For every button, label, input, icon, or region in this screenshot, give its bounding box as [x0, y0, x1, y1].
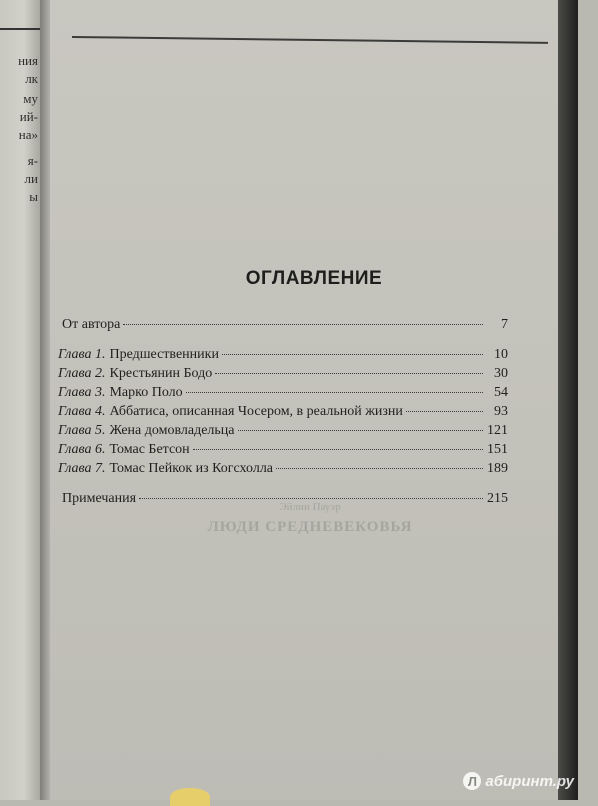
left-page-fragment: ли — [24, 171, 38, 186]
header-rule — [72, 36, 548, 44]
left-page-fragment: ния — [18, 53, 38, 68]
labirint-watermark — [463, 772, 574, 790]
toc-entry-page: 121 — [487, 423, 508, 438]
show-through-author: Эйлин Пауэр — [279, 501, 341, 513]
labirint-logo-icon: Л — [463, 772, 481, 790]
toc-entry-page: 30 — [494, 366, 508, 381]
toc-entry — [58, 461, 508, 477]
toc-entry-title: Аббатиса, описанная Чосером, в реальной жизни — [109, 404, 403, 419]
left-page-rule — [0, 28, 40, 30]
toc-leader-dots — [139, 498, 483, 499]
toc-leader-dots — [238, 430, 484, 431]
toc-entry — [58, 442, 508, 458]
toc-entry-chapter: Глава 4. — [58, 404, 106, 419]
toc-entry-title: Примечания — [62, 491, 137, 506]
toc-entry-page: 54 — [494, 385, 508, 400]
toc-title: ОГЛАВЛЕНИЕ — [245, 268, 383, 289]
toc-entry-title: Марко Поло — [109, 385, 183, 400]
book-page — [50, 0, 578, 800]
toc-entry-chapter: Глава 7. — [58, 461, 106, 476]
toc-leader-dots — [222, 354, 483, 355]
toc-entry-page: 215 — [487, 491, 508, 506]
toc-entry-page: 7 — [501, 317, 508, 332]
toc-entry-title: От автора — [62, 317, 121, 332]
toc-entry-page: 93 — [494, 404, 508, 419]
toc-entry — [58, 385, 508, 401]
watermark-text: абиринт.ру — [485, 772, 574, 790]
toc-entry-title: Крестьянин Бодо — [109, 366, 213, 381]
book-cover-edge — [558, 0, 578, 800]
toc-entry-chapter: Глава 6. — [58, 442, 106, 457]
toc-entry — [58, 366, 508, 382]
left-page-fragment: ы — [29, 189, 38, 204]
toc-entry-chapter: Глава 3. — [58, 385, 106, 400]
toc-leader-dots — [406, 411, 483, 412]
left-page-fragment: на» — [18, 127, 38, 142]
toc-entry — [58, 404, 508, 420]
toc-entry — [58, 347, 508, 363]
toc-leader-dots — [215, 373, 483, 374]
book-gutter — [40, 0, 50, 800]
toc-leader-dots — [193, 449, 483, 450]
toc-entry — [58, 317, 508, 333]
toc-leader-dots — [186, 392, 483, 393]
left-page-fragment: лк — [25, 71, 38, 86]
toc-leader-dots — [123, 324, 483, 325]
toc-entry-page: 189 — [487, 461, 508, 476]
left-page — [0, 0, 40, 800]
toc-entry — [58, 423, 508, 439]
toc-entry-title: Томас Пейкок из Когсхолла — [109, 461, 274, 476]
left-page-fragment: я- — [27, 153, 38, 168]
left-page-fragment: му — [23, 91, 38, 106]
bookmark-ribbon — [170, 788, 210, 806]
toc-entry-title: Предшественники — [109, 347, 219, 362]
toc-entry-title: Томас Бетсон — [109, 442, 190, 457]
toc-entry-page: 151 — [487, 442, 508, 457]
left-page-fragment: ий- — [19, 109, 38, 124]
toc-entry-chapter: Глава 5. — [58, 423, 106, 438]
toc-entry-page: 10 — [494, 347, 508, 362]
toc-entry-chapter: Глава 1. — [58, 347, 106, 362]
toc-leader-dots — [276, 468, 483, 469]
show-through-text — [160, 500, 460, 534]
toc-entry-chapter: Глава 2. — [58, 366, 106, 381]
toc-entry-title: Жена домовладельца — [109, 423, 235, 438]
show-through-title: ЛЮДИ СРЕДНЕВЕКОВЬЯ — [207, 519, 413, 535]
